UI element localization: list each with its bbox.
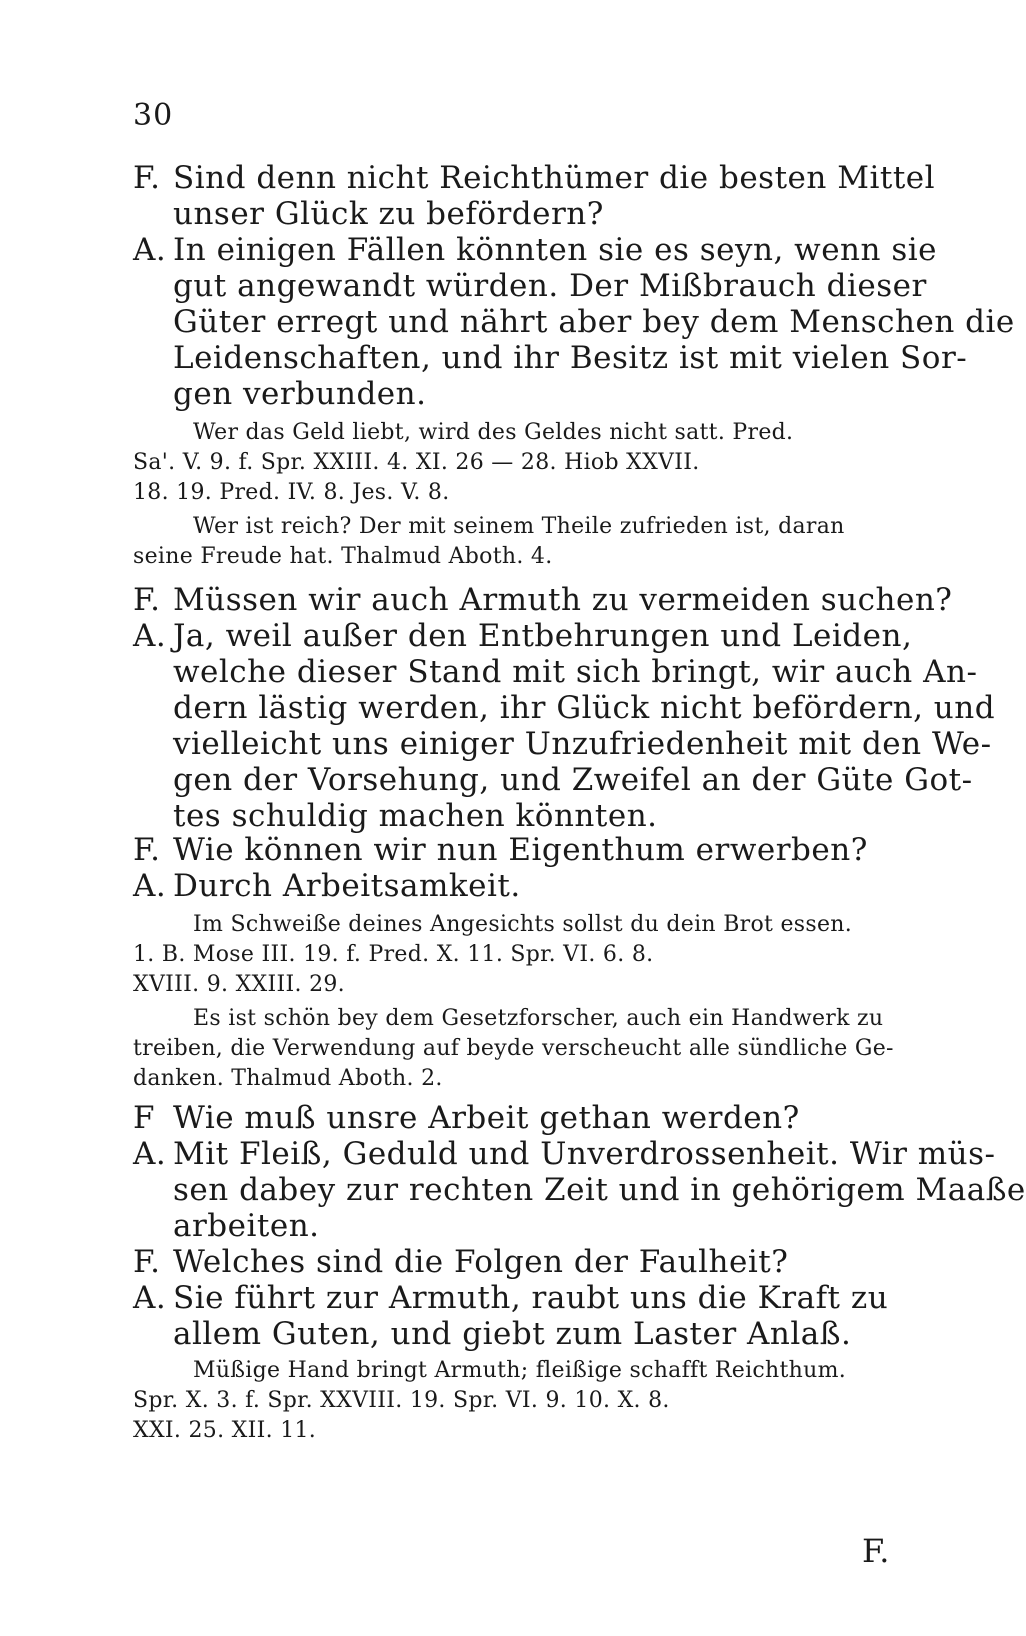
answer-marker: A. xyxy=(133,618,167,654)
note-line: Müßige Hand bringt Armuth; fleißige schafft Reichthum. xyxy=(193,1358,847,1383)
question-block xyxy=(133,582,953,618)
text-line: Ja, weil außer den Entbehrungen und Leiden, xyxy=(173,618,913,654)
text-line: unser Glück zu befördern? xyxy=(173,196,604,232)
note-line: XVIII. 9. XXIII. 29. xyxy=(133,972,345,997)
text-line: Leidenschaften, und ihr Besitz ist mit vielen Sor- xyxy=(173,340,968,376)
note-line: Wer das Geld liebt, wird des Geldes nicht satt. Pred. xyxy=(193,420,794,445)
note-line: 1. B. Mose III. 19. f. Pred. X. 11. Spr. VI. 6. 8. xyxy=(133,942,654,967)
text-line: welche dieser Stand mit sich bringt, wir auch An- xyxy=(173,654,978,690)
note-line: treiben, die Verwendung auf beyde verscheucht alle sündliche Ge- xyxy=(133,1036,894,1061)
text-line: vielleicht uns einiger Unzufriedenheit mit den We- xyxy=(173,726,992,762)
question-block xyxy=(133,1244,903,1280)
text-line: Wie können wir nun Eigenthum erwerben? xyxy=(173,832,868,868)
text-line: Wie muß unsre Arbeit gethan werden? xyxy=(173,1100,800,1136)
scripture-note xyxy=(133,418,903,508)
text-line: gut angewandt würden. Der Mißbrauch dieser xyxy=(173,268,927,304)
note-line: danken. Thalmud Aboth. 2. xyxy=(133,1066,443,1091)
note-line: Im Schweiße deines Angesichts sollst du dein Brot essen. xyxy=(193,912,853,937)
text-line: dern lästig werden, ihr Glück nicht befördern, und xyxy=(173,690,996,726)
note-line: 18. 19. Pred. IV. 8. Jes. V. 8. xyxy=(133,480,450,505)
note-line: seine Freude hat. Thalmud Aboth. 4. xyxy=(133,544,553,569)
question-marker: F xyxy=(133,1100,156,1136)
text-line: Welches sind die Folgen der Faulheit? xyxy=(173,1244,789,1280)
text-line: Sind denn nicht Reichthümer die besten Mittel xyxy=(173,160,936,196)
answer-block xyxy=(133,232,1015,412)
answer-block xyxy=(133,618,996,834)
catchword: F. xyxy=(862,1532,890,1570)
text-line: Sie führt zur Armuth, raubt uns die Kraft zu xyxy=(173,1280,889,1316)
talmud-note xyxy=(133,512,903,572)
scripture-note xyxy=(133,910,903,1000)
note-line: Spr. X. 3. f. Spr. XXVIII. 19. Spr. VI. 9. 10. X. 8. xyxy=(133,1388,670,1413)
text-line: sen dabey zur rechten Zeit und in gehörigem Maaße xyxy=(173,1172,1026,1208)
text-line: Mit Fleiß, Geduld und Unverdrossenheit. Wir müs- xyxy=(173,1136,996,1172)
answer-block xyxy=(133,1280,903,1352)
answer-marker: A. xyxy=(133,868,167,904)
question-block xyxy=(133,1100,903,1136)
question-marker: F. xyxy=(133,832,161,868)
answer-marker: A. xyxy=(133,232,167,268)
note-line: Sa'. V. 9. f. Spr. XXIII. 4. XI. 26 — 28. Hiob XXVII. xyxy=(133,450,700,475)
page-number: 30 xyxy=(133,98,174,133)
answer-marker: A. xyxy=(133,1136,167,1172)
text-line: gen verbunden. xyxy=(173,376,427,412)
question-marker: F. xyxy=(133,582,161,618)
answer-marker: A. xyxy=(133,1280,167,1316)
question-block xyxy=(133,160,936,232)
talmud-note xyxy=(133,1004,903,1094)
text-line: Müssen wir auch Armuth zu vermeiden suchen? xyxy=(173,582,953,618)
question-marker: F. xyxy=(133,160,161,196)
question-marker: F. xyxy=(133,1244,161,1280)
note-line: XXI. 25. XII. 11. xyxy=(133,1418,317,1443)
answer-block xyxy=(133,1136,1026,1244)
question-block xyxy=(133,832,903,868)
text-line: arbeiten. xyxy=(173,1208,320,1244)
text-line: tes schuldig machen könnten. xyxy=(173,798,658,834)
answer-block xyxy=(133,868,903,904)
text-line: gen der Vorsehung, und Zweifel an der Güte Got- xyxy=(173,762,973,798)
text-line: In einigen Fällen könnten sie es seyn, wenn sie xyxy=(173,232,938,268)
note-line: Wer ist reich? Der mit seinem Theile zufrieden ist, daran xyxy=(193,514,845,539)
text-line: allem Guten, und giebt zum Laster Anlaß. xyxy=(173,1316,852,1352)
scripture-note xyxy=(133,1356,903,1446)
text-line: Güter erregt und nährt aber bey dem Menschen die xyxy=(173,304,1015,340)
text-line: Durch Arbeitsamkeit. xyxy=(173,868,521,904)
note-line: Es ist schön bey dem Gesetzforscher, auch ein Handwerk zu xyxy=(193,1006,884,1031)
